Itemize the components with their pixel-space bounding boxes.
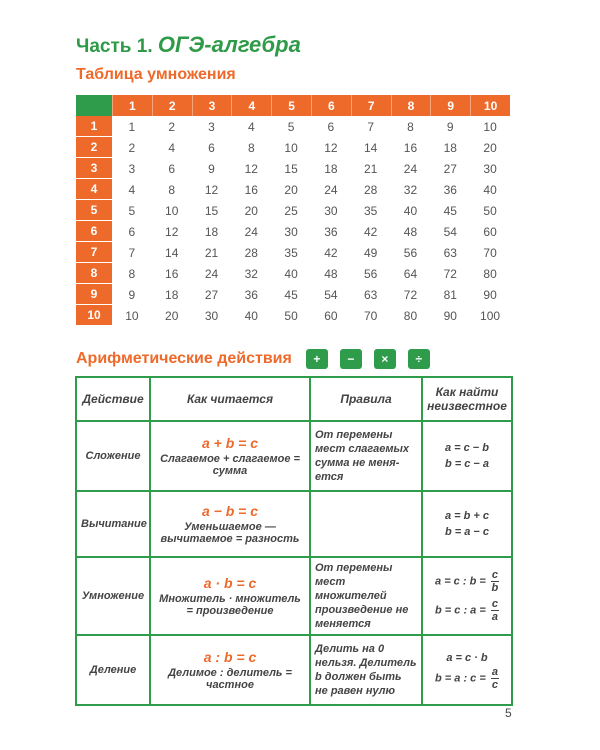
table-cell: 40 (483, 182, 497, 197)
table-cell: 40 (284, 266, 298, 281)
table-cell: 60 (483, 224, 497, 239)
table-cell: 70 (364, 308, 378, 323)
row-header: 3 (76, 158, 112, 179)
table-cell: 81 (443, 287, 457, 302)
multiplication-table (76, 95, 510, 326)
table-cell: 30 (324, 203, 338, 218)
column-header: 8 (391, 95, 431, 116)
col-header-rules: Правила (310, 377, 422, 421)
table-cell: 3 (208, 119, 215, 134)
table-cell: 7 (128, 245, 136, 260)
table-cell: 6 (208, 140, 215, 155)
unknown-cell (422, 421, 512, 491)
column-header: 1 (112, 95, 152, 116)
column-header: 2 (152, 95, 192, 116)
unknown-formula: a = c : b = $\frac{c}{b}$ (435, 569, 499, 594)
table-cell: 15 (204, 203, 219, 218)
table-cell: 14 (165, 245, 179, 260)
fraction: $\frac{c}{b}$ (491, 569, 499, 594)
multiplication-header-row (76, 95, 510, 116)
table-cell: 24 (244, 224, 258, 239)
reading-text: Делимое : делитель = частное (168, 667, 292, 691)
table-cell: 20 (244, 203, 258, 218)
action-cell: Вычитание (76, 491, 150, 557)
table-cell: 90 (443, 308, 457, 323)
table-cell: 70 (483, 245, 497, 260)
table-row (76, 158, 510, 179)
table-cell: 36 (324, 224, 338, 239)
unknown-formula: a = c · b (446, 651, 488, 664)
table-cell: 35 (284, 245, 298, 260)
row-header: 4 (76, 179, 112, 200)
action-cell: Сложение (76, 421, 150, 491)
table-cell: 18 (165, 287, 179, 302)
rule-cell: От перемены мест множителей произведение не меняется (310, 557, 422, 635)
table-cell: 18 (443, 140, 457, 155)
table-cell: 9 (446, 119, 454, 134)
multiplication-table-title: Таблица умножения (76, 66, 236, 83)
table-cell: 8 (168, 182, 176, 197)
unknown-formula: b = a : c = $\frac{a}{c}$ (435, 665, 498, 691)
table-row (76, 116, 510, 137)
row-header: 9 (76, 284, 112, 305)
table-row (76, 284, 510, 305)
reading-text: Слагаемое + слагаемое = сумма (160, 453, 300, 477)
reading-cell (150, 557, 310, 635)
table-cell: 90 (483, 287, 497, 302)
table-cell: 32 (244, 266, 258, 281)
table-cell: 7 (367, 119, 375, 134)
table-cell: 63 (443, 245, 457, 260)
table-cell: 24 (403, 161, 418, 176)
arithmetic-header-row (76, 377, 512, 421)
table-cell: 3 (128, 161, 136, 176)
table-cell: 50 (284, 308, 298, 323)
table-cell: 20 (284, 182, 298, 197)
formula: a − b = c (201, 503, 259, 519)
table-cell: 4 (168, 140, 176, 155)
column-header: 4 (231, 95, 271, 116)
table-cell: 48 (324, 266, 338, 281)
multiply-icon: × (374, 349, 396, 369)
table-cell: 6 (168, 161, 176, 176)
arithmetic-title: Арифметические действия (76, 350, 292, 367)
table-cell: 12 (165, 224, 179, 239)
table-cell: 12 (244, 161, 258, 176)
table-cell: 28 (364, 182, 378, 197)
table-cell: 16 (165, 266, 179, 281)
part-prefix: Часть 1. (76, 36, 153, 57)
table-cell: 1 (128, 119, 136, 134)
col-header-unknown: Как найти неизвестное (422, 377, 512, 421)
formula: a : b = c (203, 649, 257, 665)
table-cell: 80 (403, 308, 418, 323)
table-cell: 54 (443, 224, 457, 239)
table-cell: 40 (403, 203, 418, 218)
table-cell: 10 (284, 140, 298, 155)
table-cell: 72 (403, 287, 418, 302)
table-cell: 30 (483, 161, 497, 176)
table-cell: 42 (364, 224, 378, 239)
table-cell: 28 (244, 245, 258, 260)
table-cell: 8 (247, 140, 255, 155)
table-cell: 24 (204, 266, 219, 281)
table-cell: 40 (244, 308, 258, 323)
row-header: 2 (76, 137, 112, 158)
table-cell: 12 (204, 182, 219, 197)
table-cell: 63 (364, 287, 378, 302)
column-header: 6 (311, 95, 351, 116)
table-cell: 2 (128, 140, 136, 155)
table-row (76, 137, 510, 158)
reading-text: Множитель · множитель = произведение (159, 593, 301, 617)
table-cell: 10 (483, 119, 497, 134)
table-row (76, 305, 510, 326)
minus-icon: − (340, 349, 362, 369)
table-row (76, 242, 510, 263)
column-header: 3 (192, 95, 232, 116)
table-cell: 5 (128, 203, 136, 218)
table-cell: 27 (204, 287, 219, 302)
table-cell: 5 (287, 119, 295, 134)
table-cell: 10 (165, 203, 179, 218)
table-cell: 20 (483, 140, 497, 155)
row-multiplication (76, 557, 512, 635)
unknown-formula: b = c : a = $\frac{c}{a}$ (435, 598, 498, 623)
table-cell: 6 (327, 119, 335, 134)
plus-icon: + (306, 349, 328, 369)
column-header: 10 (470, 95, 510, 116)
arithmetic-header (76, 349, 442, 369)
reading-cell (150, 421, 310, 491)
row-header: 5 (76, 200, 112, 221)
table-cell: 36 (244, 287, 258, 302)
table-cell: 8 (128, 266, 136, 281)
table-cell: 49 (364, 245, 378, 260)
row-division (76, 635, 512, 705)
table-corner (76, 95, 112, 116)
table-row (76, 179, 510, 200)
table-cell: 25 (284, 203, 298, 218)
table-row (76, 263, 510, 284)
table-cell: 36 (443, 182, 457, 197)
reading-text: Уменьшаемое — вычитаемое = разность (160, 521, 300, 545)
table-cell: 16 (244, 182, 258, 197)
table-cell: 18 (324, 161, 338, 176)
table-cell: 54 (324, 287, 338, 302)
table-cell: 16 (403, 140, 418, 155)
table-cell: 9 (208, 161, 215, 176)
table-cell: 48 (403, 224, 418, 239)
unknown-formula: a = b + c (444, 510, 490, 522)
table-cell: 35 (364, 203, 378, 218)
row-subtraction (76, 491, 512, 557)
action-cell: Умножение (76, 557, 150, 635)
row-header: 6 (76, 221, 112, 242)
table-cell: 21 (364, 161, 378, 176)
action-cell: Деление (76, 635, 150, 705)
table-cell: 56 (403, 245, 418, 260)
unknown-formula: b = c − a (444, 458, 490, 470)
formula: a · b = c (203, 575, 257, 591)
table-cell: 4 (128, 182, 136, 197)
table-cell: 72 (443, 266, 457, 281)
unknown-cell (422, 557, 512, 635)
table-cell: 50 (483, 203, 497, 218)
rule-cell: От перемены мест слагаемых сумма не меня-ется (310, 421, 422, 491)
table-cell: 2 (168, 119, 176, 134)
rule-cell: Делить на 0 нельзя. Делитель b должен быть не равен нулю (310, 635, 422, 705)
table-row (76, 221, 510, 242)
table-cell: 24 (324, 182, 338, 197)
unknown-formula: b = a − c (444, 526, 490, 538)
table-cell: 6 (128, 224, 136, 239)
table-cell: 9 (128, 287, 136, 302)
table-cell: 27 (443, 161, 457, 176)
table-cell: 18 (204, 224, 219, 239)
table-cell: 15 (284, 161, 298, 176)
table-cell: 60 (324, 308, 338, 323)
col-header-action: Действие (76, 377, 150, 421)
row-header: 1 (76, 116, 112, 137)
arithmetic-table (75, 376, 513, 706)
unknown-cell (422, 491, 512, 557)
table-cell: 42 (324, 245, 338, 260)
row-header: 10 (76, 305, 112, 326)
table-cell: 20 (165, 308, 179, 323)
table-cell: 45 (443, 203, 457, 218)
table-cell: 14 (364, 140, 378, 155)
table-cell: 8 (407, 119, 414, 134)
column-header: 5 (271, 95, 311, 116)
table-cell: 100 (480, 308, 501, 323)
reading-cell (150, 635, 310, 705)
fraction: $\frac{a}{c}$ (491, 665, 498, 691)
table-cell: 32 (403, 182, 418, 197)
part-name: ОГЭ-алгебра (157, 32, 301, 57)
table-cell: 4 (247, 119, 255, 134)
table-cell: 45 (284, 287, 298, 302)
rule-cell (310, 491, 422, 557)
table-cell: 64 (403, 266, 418, 281)
row-header: 7 (76, 242, 112, 263)
col-header-reading: Как читается (150, 377, 310, 421)
part-title (76, 32, 301, 58)
row-addition (76, 421, 512, 491)
table-cell: 30 (204, 308, 219, 323)
unknown-formula: a = c − b (444, 442, 490, 454)
table-cell: 21 (204, 245, 219, 260)
page-number: 5 (505, 706, 512, 720)
table-cell: 56 (364, 266, 378, 281)
fraction: $\frac{c}{a}$ (491, 598, 498, 623)
unknown-cell (422, 635, 512, 705)
table-cell: 30 (284, 224, 298, 239)
reading-cell (150, 491, 310, 557)
table-cell: 10 (125, 308, 139, 323)
column-header: 7 (351, 95, 391, 116)
formula: a + b = c (201, 435, 259, 451)
divide-icon: ÷ (408, 349, 430, 369)
table-cell: 12 (324, 140, 338, 155)
table-row (76, 200, 510, 221)
row-header: 8 (76, 263, 112, 284)
table-cell: 80 (483, 266, 497, 281)
column-header: 9 (430, 95, 470, 116)
